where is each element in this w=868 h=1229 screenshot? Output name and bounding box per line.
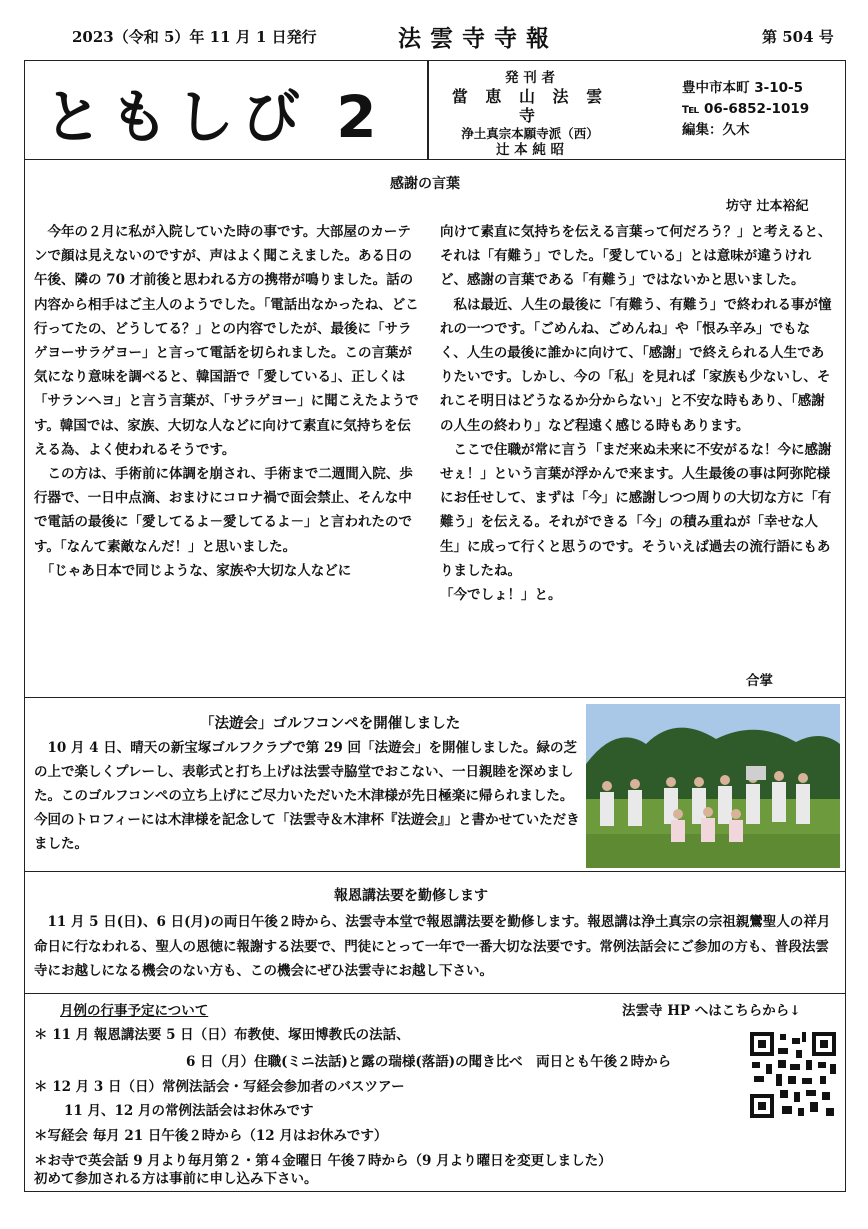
event-line: ＊ 11 月 報恩講法要 5 日（日）布教使、塚田博教氏の法話、 [34, 1027, 410, 1043]
hoonko-title: 報恩講法要を勤修します [334, 888, 488, 904]
article-author: 坊守 辻本裕紀 [726, 199, 809, 214]
publisher-block [440, 70, 620, 159]
qr-code-icon [748, 1030, 838, 1120]
editor: 編集：久木 [682, 122, 750, 138]
events-title: 月例の行事予定について [60, 1003, 209, 1019]
article-title: 感謝の言葉 [390, 176, 460, 192]
hp-qr-code[interactable] [748, 1030, 838, 1120]
paragraph: 向けて素直に気持ちを伝える言葉って何だろう？」と考えると、それは「有難う」でした。「愛している」とは意味が違うけれど、感謝の言葉である「有難う」ではないかと思いました。 [440, 224, 832, 289]
golf-photo-image [586, 704, 840, 868]
golf-title: 「法遊会」ゴルフコンペを開催しました [200, 715, 461, 732]
temple-name: 當 恵 山 法 雲 寺 [451, 87, 609, 125]
publisher-label: 発 刊 者 [505, 70, 555, 86]
paragraph: この方は、手術前に体調を崩され、手術まで二週間入院、歩行器で、一日中点滴、おまけにコロナ禍で面会禁止、そんな中で電話の最後に「愛してるよ－愛してるよ－」と言われたのです。「なんて素敵なんだ！」と思いました。 [34, 466, 413, 555]
phone: ℡ 06-6852-1019 [682, 101, 810, 117]
event-line: ＊写経会 毎月 21 日午後２時から（12 月はお休みです） [34, 1128, 388, 1144]
event-line: ＊ 12 月 3 日（日）常例法話会・写経会参加者のバスツアー [34, 1079, 405, 1095]
paragraph: ここで住職が常に言う「まだ来ぬ未来に不安がるな！今に感謝せぇ！」という言葉が浮かんで来ます。人生最後の事は阿弥陀様にお任せして、まずは「今」に感謝しつつ周りの大切な方に「有難う」を伝える。それができる「今」の積み重ねが「幸せな人生」に成って行くと思うのです。そういえば過去の流行語にもありましたね。 [440, 441, 832, 579]
logo-tomoshibi: ともしび 2 [44, 83, 385, 151]
article-right-column [440, 220, 836, 607]
hp-note: 法雲寺 HP へはこちらから↓ [622, 1003, 801, 1019]
paragraph: 「今でしょ！」と。 [440, 587, 562, 604]
article-left-column [34, 220, 420, 583]
event-line: 6 日（月）住職(ミニ法話)と露の瑞様(落語)の聞き比べ 両日とも午後２時から [186, 1054, 672, 1070]
address: 豊中市本町 3-10-5 [682, 80, 803, 96]
event-line: 11 月、12 月の常例法話会はお休みです [64, 1103, 314, 1119]
publisher-name: 辻 本 純 昭 [495, 142, 565, 158]
newsletter-title: 法雲寺寺報 [398, 25, 558, 52]
hoonko-body: 11 月 5 日(日)、6 日(月)の両日午後２時から、法雲寺本堂で報恩講法要を勤修します。報恩講は浄土真宗の宗祖親鸞聖人の祥月命日に行なわれる、聖人の恩徳に報謝する法要で、門徒にとって一年で一番大切な法要です。常例法話会にご参加の方も、普段法雲寺にお越しになる機会のない方も、この機会にぜひ法雲寺にお越し下さい。 [34, 914, 831, 979]
paragraph: 私は最近、人生の最後に「有難う、有難う」で終われる事が憧れの一つです。「ごめんね、ごめんね」や「恨み辛み」でもなく、人生の最後に誰かに向けて、「感謝」で終えられる人生でありたいです。しかし、今の「私」を見れば「家族も少ないし、それこそ明日はどうなるか分からない」と不安な時もあり、「感謝の人生の終わり」など程遠く感じる時もあります。 [440, 296, 832, 434]
issue-number: 第 504 号 [762, 28, 834, 46]
golf-group-photo [586, 704, 840, 868]
contact-block [682, 78, 809, 141]
paragraph: 今年の２月に私が入院していた時の事です。大部屋のカーテンで顔は見えないのですが、声はよく聞こえました。ある日の午後、隣の 70 才前後と思われる方の携帯が鳴りました。話の内容から相手はご主人のようでした。「電話出なかったね、どこ行ってたの、どうしてる？」との内容でしたが、最後に「サラゲヨーサラゲヨー」と言って電話を切られました。この言葉が気になり意味を調べると、韓国語で「愛している」、正しくは「サランヘヨ」と言う言葉が、「サラゲヨー」に聞こえたようです。韓国では、家族、大切な人などに向けて素直に気持ちを伝える為、よく使われるそうです。 [34, 224, 419, 458]
gassho-closing: 合掌 [746, 673, 773, 689]
sect-name: 浄土真宗本願寺派（西） [461, 126, 599, 141]
event-line: 初めて参加される方は事前に申し込み下さい。 [34, 1171, 318, 1187]
issue-date: 2023（令和 5）年 11 月 1 日発行 [72, 28, 317, 46]
golf-body: 10 月 4 日、晴天の新宝塚ゴルフクラブで第 29 回「法遊会」を開催しました。緑の芝の上で楽しくプレーし、表彰式と打ち上げは法雲寺脇堂でおこない、一日親睦を深めました。このゴルフコンペの立ち上げにご尽力いただいた木津様が先日極楽に帰られました。今回のトロフィーには木津様を記念して「法雲寺＆木津杯『法遊会』」と書かせていただきました。 [34, 740, 580, 852]
event-line: ＊お寺で英会話 9 月より毎月第２・第４金曜日 午後７時から（9 月より曜日を変更しました） [34, 1153, 612, 1169]
paragraph: 「じゃあ日本で同じような、家族や大切な人などに [34, 562, 352, 579]
